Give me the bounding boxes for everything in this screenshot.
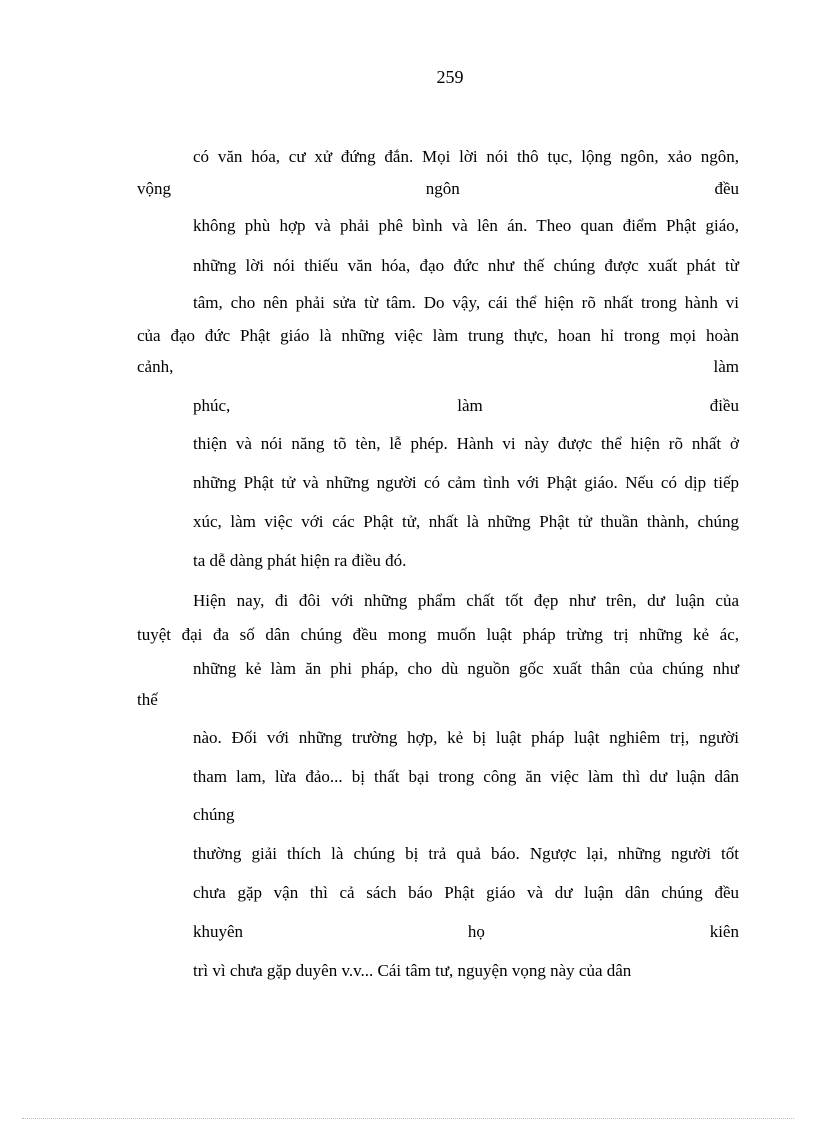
text-line: có văn hóa, cư xử đứng đắn. Mọi lời nói thô tục, lộng ngôn, xảo ngôn, — [193, 147, 739, 166]
text-line: tham lam, lừa đảo... bị thất bại trong công ăn việc làm thì dư luận dân — [193, 767, 739, 786]
text-line: thế — [137, 690, 158, 709]
text-word: ngôn — [425, 179, 460, 198]
text-line: nào. Đối với những trường hợp, kẻ bị luật pháp luật nghiêm trị, người — [193, 728, 739, 747]
text-word: phúc, — [193, 396, 231, 415]
text-line: tuyệt đại đa số dân chúng đều mong muốn luật pháp trừng trị những kẻ ác, — [137, 625, 739, 644]
text-word: điều — [709, 396, 739, 415]
text-word: làm — [457, 396, 483, 415]
text-line: không phù hợp và phải phê bình và lên án. Theo quan điểm Phật giáo, — [193, 216, 739, 235]
text-line — [193, 921, 739, 943]
text-line: ta dễ dàng phát hiện ra điều đó. — [193, 551, 407, 570]
text-line: Hiện nay, đi đôi với những phẩm chất tốt đẹp như trên, dư luận của — [193, 591, 739, 610]
text-line: xúc, làm việc với các Phật tử, nhất là những Phật tử thuần thành, chúng — [193, 512, 739, 531]
text-line — [193, 395, 739, 417]
text-word: cảnh, — [137, 357, 174, 376]
page-number: 259 — [436, 67, 464, 87]
text-word: khuyên — [193, 922, 244, 941]
text-line: trì vì chưa gặp duyên v.v... Cái tâm tư, nguyện vọng này của dân — [193, 961, 632, 980]
text-line: thường giải thích là chúng bị trả quả báo. Ngược lại, những người tốt — [193, 844, 739, 863]
text-word: đều — [714, 179, 739, 198]
text-line: tâm, cho nên phải sửa từ tâm. Do vậy, cái thể hiện rõ nhất trong hành vi — [193, 293, 739, 312]
page-bottom-divider — [22, 1118, 794, 1119]
text-line: chúng — [193, 805, 235, 824]
text-line: những Phật tử và những người có cảm tình với Phật giáo. Nếu có dịp tiếp — [193, 473, 739, 492]
text-word: vộng — [137, 179, 171, 198]
text-line: những kẻ làm ăn phi pháp, cho dù nguồn gốc xuất thân của chúng như — [193, 659, 739, 678]
text-line: những lời nói thiếu văn hóa, đạo đức như thế chúng được xuất phát từ — [193, 256, 739, 275]
text-line: của đạo đức Phật giáo là những việc làm trung thực, hoan hỉ trong mọi hoàn — [137, 326, 739, 345]
text-line — [137, 178, 739, 200]
text-line — [137, 356, 739, 378]
text-word: kiên — [709, 922, 739, 941]
text-line: thiện và nói năng tõ tèn, lễ phép. Hành vi này được thể hiện rõ nhất ở — [193, 434, 739, 453]
text-word: làm — [713, 357, 739, 376]
text-word: họ — [467, 922, 485, 941]
text-line: chưa gặp vận thì cả sách báo Phật giáo và dư luận dân chúng đều — [193, 883, 739, 902]
